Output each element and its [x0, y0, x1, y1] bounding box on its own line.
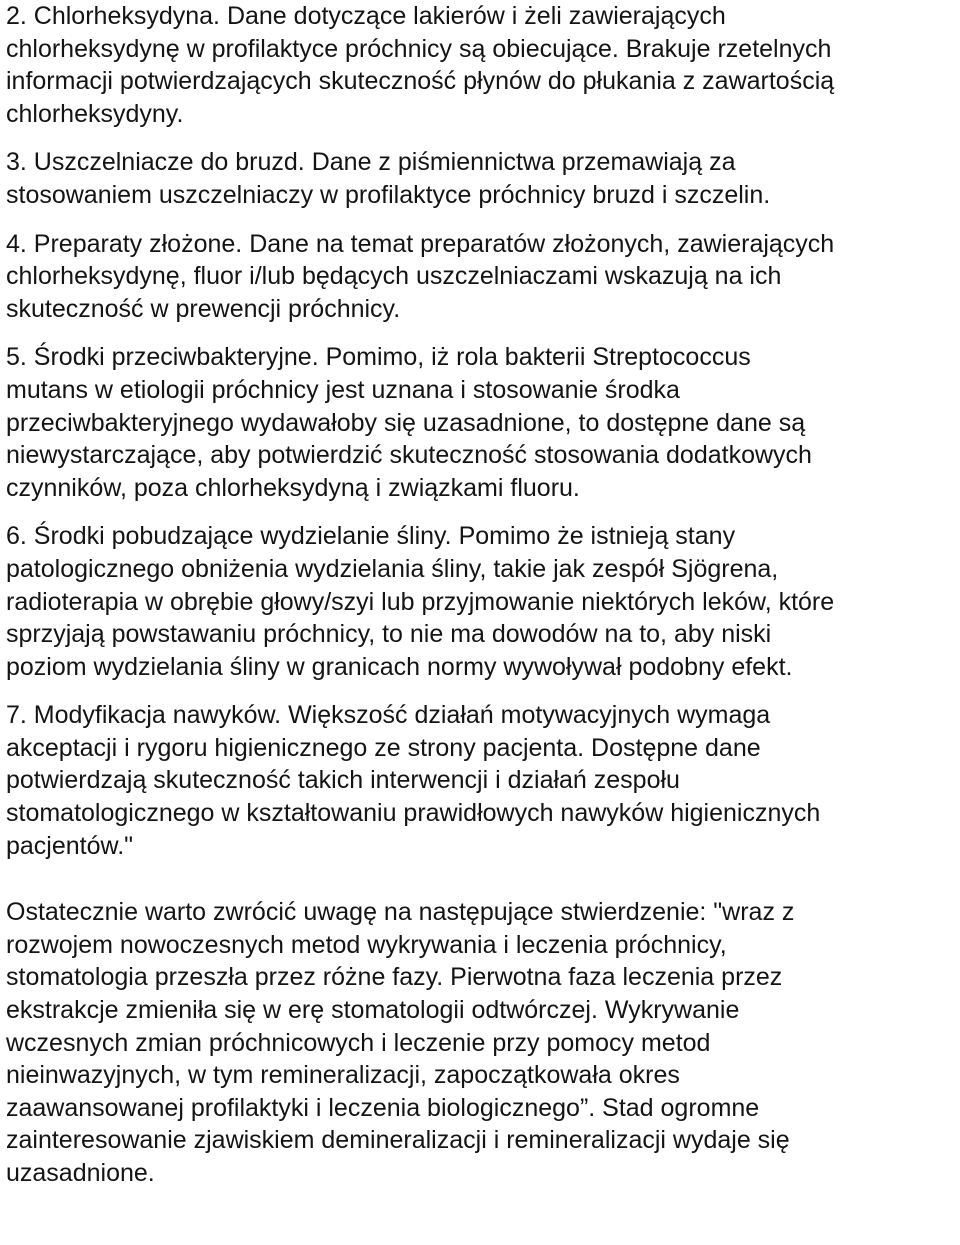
- text-line: nieinwazyjnych, w tym remineralizacji, zapoczątkowała okres: [6, 1061, 680, 1090]
- text-line: sprzyjają powstawaniu próchnicy, to nie ma dowodów na to, aby niski: [6, 620, 772, 649]
- paragraph-habit-modification: [6, 699, 958, 862]
- text-line: pacjentów.": [6, 831, 134, 860]
- text-line: stomatologia przeszła przez różne fazy. Pierwotna faza leczenia przez: [6, 963, 783, 992]
- paragraph-sealants: [6, 146, 958, 211]
- text-line: stosowaniem uszczelniaczy w profilaktyce próchnicy bruzd i szczelin.: [6, 180, 771, 209]
- paragraph-saliva-stimulants: [6, 520, 958, 683]
- text-line: rozwojem nowoczesnych metod wykrywania i leczenia próchnicy,: [6, 930, 727, 959]
- text-line: 4. Preparaty złożone. Dane na temat preparatów złożonych, zawierających: [6, 229, 835, 258]
- text-line: 5. Środki przeciwbakteryjne. Pomimo, iż rola bakterii Streptococcus: [6, 343, 751, 372]
- text-line: skuteczność w prewencji próchnicy.: [6, 294, 401, 323]
- text-line: patologicznego obniżenia wydzielania śliny, takie jak zespół Sjögrena,: [6, 554, 779, 583]
- text-line: zaawansowanej profilaktyki i leczenia biologicznego”. Stad ogromne: [6, 1093, 760, 1122]
- paragraph-conclusion: [6, 896, 958, 1189]
- text-line: 6. Środki pobudzające wydzielanie śliny. Pomimo że istnieją stany: [6, 522, 736, 551]
- text-line: poziom wydzielania śliny w granicach normy wywoływał podobny efekt.: [6, 652, 793, 681]
- text-line: radioterapia w obrębie głowy/szyi lub przyjmowanie niektórych leków, które: [6, 587, 835, 616]
- text-line: 7. Modyfikacja nawyków. Większość działań motywacyjnych wymaga: [6, 701, 771, 730]
- document-body: [6, 0, 958, 1190]
- paragraph-chlorhexidine: [6, 0, 958, 130]
- text-line: 2. Chlorheksydyna. Dane dotyczące lakierów i żeli zawierających: [6, 2, 726, 30]
- text-line: zainteresowanie zjawiskiem demineralizacji i remineralizacji wydaje się: [6, 1126, 790, 1155]
- text-line: chlorheksydyny.: [6, 99, 184, 128]
- text-line: stomatologicznego w kształtowaniu prawidłowych nawyków higienicznych: [6, 799, 821, 828]
- text-line: potwierdzają skuteczność takich interwencji i działań zespołu: [6, 766, 680, 795]
- text-line: chlorheksydynę, fluor i/lub będących uszczelniaczami wskazują na ich: [6, 262, 782, 291]
- text-line: uzasadnione.: [6, 1159, 155, 1187]
- text-line: ekstrakcje zmieniła się w erę stomatologii odtwórczej. Wykrywanie: [6, 996, 740, 1025]
- text-line: akceptacji i rygoru higienicznego ze strony pacjenta. Dostępne dane: [6, 733, 761, 762]
- text-line: 3. Uszczelniacze do bruzd. Dane z piśmiennictwa przemawiają za: [6, 148, 736, 177]
- paragraph-antibacterials: [6, 341, 958, 504]
- text-line: informacji potwierdzających skuteczność płynów do płukania z zawartością: [6, 67, 835, 96]
- text-line: Ostatecznie warto zwrócić uwagę na następujące stwierdzenie: "wraz z: [6, 898, 795, 927]
- text-line: mutans w etiologii próchnicy jest uznana i stosowanie środka: [6, 375, 680, 404]
- text-line: czynników, poza chlorheksydyną i związkami fluoru.: [6, 473, 580, 502]
- text-line: wczesnych zmian próchnicowych i leczenie przy pomocy metod: [6, 1028, 711, 1057]
- text-line: chlorheksydynę w profilaktyce próchnicy są obiecujące. Brakuje rzetelnych: [6, 34, 832, 63]
- paragraph-combined-preparations: [6, 228, 958, 326]
- text-line: przeciwbakteryjnego wydawałoby się uzasadnione, to dostępne dane są: [6, 408, 806, 437]
- text-line: niewystarczające, aby potwierdzić skuteczność stosowania dodatkowych: [6, 441, 812, 470]
